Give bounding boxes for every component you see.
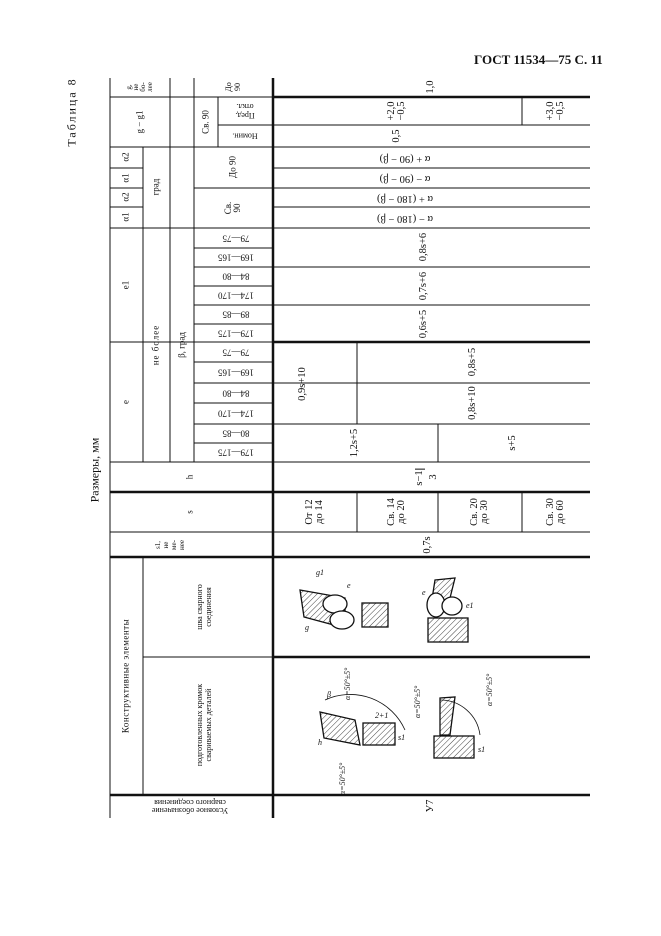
beta-range: 79—75 — [222, 347, 250, 358]
dim-gap: 2+1 — [375, 711, 389, 720]
e-value: 0,8s+10 — [467, 386, 478, 420]
gg1-beta: Св. 90 — [200, 110, 211, 134]
weld-seam-drawing — [300, 578, 468, 642]
dim-alpha-3: α=50°±5° — [485, 673, 494, 706]
e-label: e — [120, 400, 131, 404]
table-title: Таблица 8 — [64, 77, 79, 147]
alpha-label: α2 — [120, 192, 131, 202]
beta-range: 174—170 — [218, 290, 254, 301]
alpha-formula: α + (90 − β) — [379, 153, 431, 164]
construct-weld: шва сварного соединения — [195, 584, 213, 630]
edge-prep-drawing — [320, 694, 480, 758]
h-denominator: 3 — [428, 474, 439, 480]
alpha-beta-le90: До 90 — [227, 156, 238, 178]
beta-range: 169—165 — [218, 367, 254, 378]
alpha-beta-gt90: Св. 90 — [223, 201, 242, 215]
beta-range: 169—165 — [218, 252, 254, 263]
alpha-label: α1 — [120, 173, 131, 183]
beta-range: 84—80 — [222, 271, 250, 282]
alpha-unit: град — [150, 178, 161, 196]
gg1-nom-label: Номин. — [232, 131, 258, 141]
dim-e1: e1 — [466, 601, 474, 610]
beta-range: 80—85 — [222, 428, 250, 439]
e1-value: 0,6s+5 — [418, 309, 429, 339]
gg1-label: g − g1 — [134, 110, 145, 134]
s1-value: 0,7s — [422, 536, 433, 554]
construct-label: Конструктивные элементы — [120, 618, 131, 734]
dim-g: g — [305, 623, 309, 632]
dim-alpha: α=50°±5° — [343, 667, 352, 700]
alpha-label: α2 — [120, 152, 131, 162]
dim-beta: β — [327, 690, 331, 699]
e1-value: 0,8s+6 — [418, 232, 429, 262]
units-label: Размеры, мм — [87, 437, 102, 503]
e1-value: 0,7s+6 — [418, 271, 429, 301]
not-more-label: не более — [150, 324, 161, 366]
alpha-formula: α − (90 − β) — [379, 173, 431, 184]
h-label: h — [184, 474, 195, 480]
gg1-dev-label: Пред. откл. — [235, 102, 255, 120]
beta-range: 174—170 — [218, 408, 254, 419]
e-value: s+5 — [507, 435, 518, 451]
document-header: ГОСТ 11534—75 С. 11 — [474, 52, 603, 67]
g-beta: До 90 — [224, 82, 242, 92]
beta-grad-label: β, град — [176, 332, 187, 358]
alpha-label: α1 — [120, 212, 131, 222]
beta-range: 84—80 — [222, 388, 250, 399]
gg1-dev-a: +2,0 −0,5 — [386, 101, 407, 121]
construct-edges: подготовленных кромок свариваемых деталей — [195, 683, 213, 767]
beta-range: 179—175 — [218, 328, 254, 339]
g-value: 1,0 — [425, 80, 436, 94]
alpha-formula: α − (180 − β) — [377, 213, 433, 224]
dim-alpha-2: α=50°±5° — [413, 685, 422, 718]
gg1-dev-b: +3,0 −0,5 — [545, 101, 566, 121]
g-label: g, не бо- лее — [125, 82, 154, 92]
s1-label: s1, не ме- нее — [154, 540, 186, 550]
s-range: Св. 14 до 20 — [386, 498, 407, 526]
h-numerator: s−1 — [414, 470, 425, 486]
dim-e-2: e — [422, 588, 426, 597]
s-label: s — [184, 510, 195, 514]
e1-label: e1 — [120, 280, 131, 290]
alpha-formula: α + (180 − β) — [377, 193, 433, 204]
beta-range: 89—85 — [222, 309, 250, 320]
designation-label: Условное обозначение сварного соединения — [151, 798, 229, 815]
s-range: От 12 до 14 — [304, 499, 325, 525]
e-value: 1,2s+5 — [349, 428, 360, 458]
gg1-nom: 0,5 — [391, 129, 402, 143]
designation-value: У7 — [425, 799, 436, 813]
e-value: 0,9s+10 — [297, 367, 308, 401]
s-range: Св. 30 до 60 — [545, 498, 566, 526]
dim-h: h — [318, 738, 322, 747]
dim-e: e — [347, 581, 351, 590]
dim-alpha-4: α=50°±5° — [338, 762, 347, 795]
beta-range: 179—175 — [218, 447, 254, 458]
dim-s1-2: s1 — [478, 745, 486, 754]
e-value: 0,8s+5 — [467, 347, 478, 377]
beta-range: 79—75 — [222, 233, 250, 244]
dim-g1: g1 — [316, 568, 324, 577]
dim-s1: s1 — [398, 733, 406, 742]
s-range: Св. 20 до 30 — [469, 498, 490, 526]
